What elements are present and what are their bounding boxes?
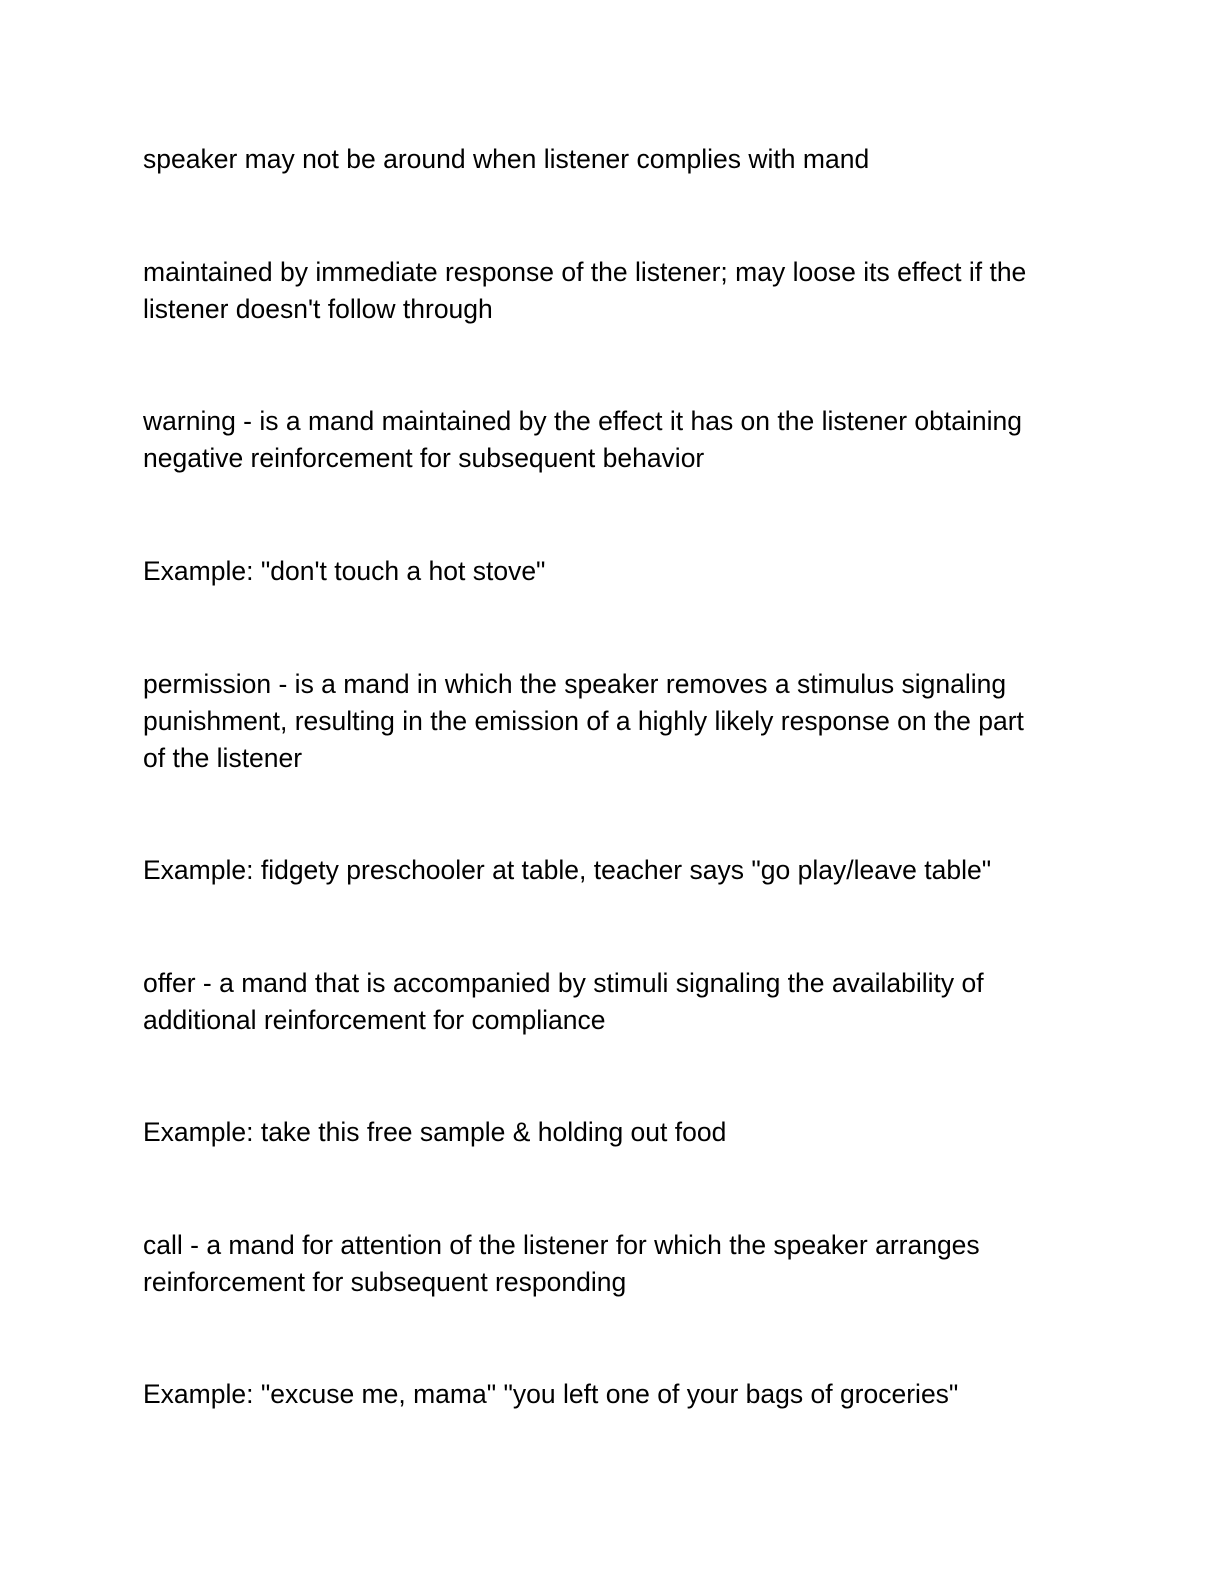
text-line: Example: "excuse me, mama" "you left one of your bags of groceries" <box>143 1379 959 1409</box>
text-line: additional reinforcement for compliance <box>143 1005 606 1035</box>
text-line: maintained by immediate response of the listener; may loose its effect if the <box>143 257 1027 287</box>
paragraph-maintained-by-response <box>143 254 1083 328</box>
paragraph-call-definition <box>143 1227 1083 1301</box>
text-line: negative reinforcement for subsequent behavior <box>143 443 705 473</box>
paragraph-permission-definition <box>143 666 1083 777</box>
paragraph-permission-example <box>143 852 1083 889</box>
text-line: warning - is a mand maintained by the effect it has on the listener obtaining <box>143 406 1022 436</box>
paragraph-warning-definition <box>143 403 1083 477</box>
text-line: of the listener <box>143 743 303 773</box>
text-line: Example: "don't touch a hot stove" <box>143 556 546 586</box>
text-line: permission - is a mand in which the speaker removes a stimulus signaling <box>143 669 1007 699</box>
text-line: reinforcement for subsequent responding <box>143 1267 627 1297</box>
paragraph-speaker-absent <box>143 141 1083 178</box>
paragraph-warning-example <box>143 553 1083 590</box>
text-line: offer - a mand that is accompanied by stimuli signaling the availability of <box>143 968 984 998</box>
text-line: call - a mand for attention of the listener for which the speaker arranges <box>143 1230 980 1260</box>
text-line: speaker may not be around when listener complies with mand <box>143 144 870 174</box>
text-line: Example: fidgety preschooler at table, teacher says "go play/leave table" <box>143 855 992 885</box>
text-line: punishment, resulting in the emission of a highly likely response on the part <box>143 706 1024 736</box>
text-line: listener doesn't follow through <box>143 294 493 324</box>
paragraph-call-example <box>143 1376 1083 1413</box>
paragraph-offer-definition <box>143 965 1083 1039</box>
text-line: Example: take this free sample & holding out food <box>143 1117 727 1147</box>
paragraph-offer-example <box>143 1114 1083 1151</box>
